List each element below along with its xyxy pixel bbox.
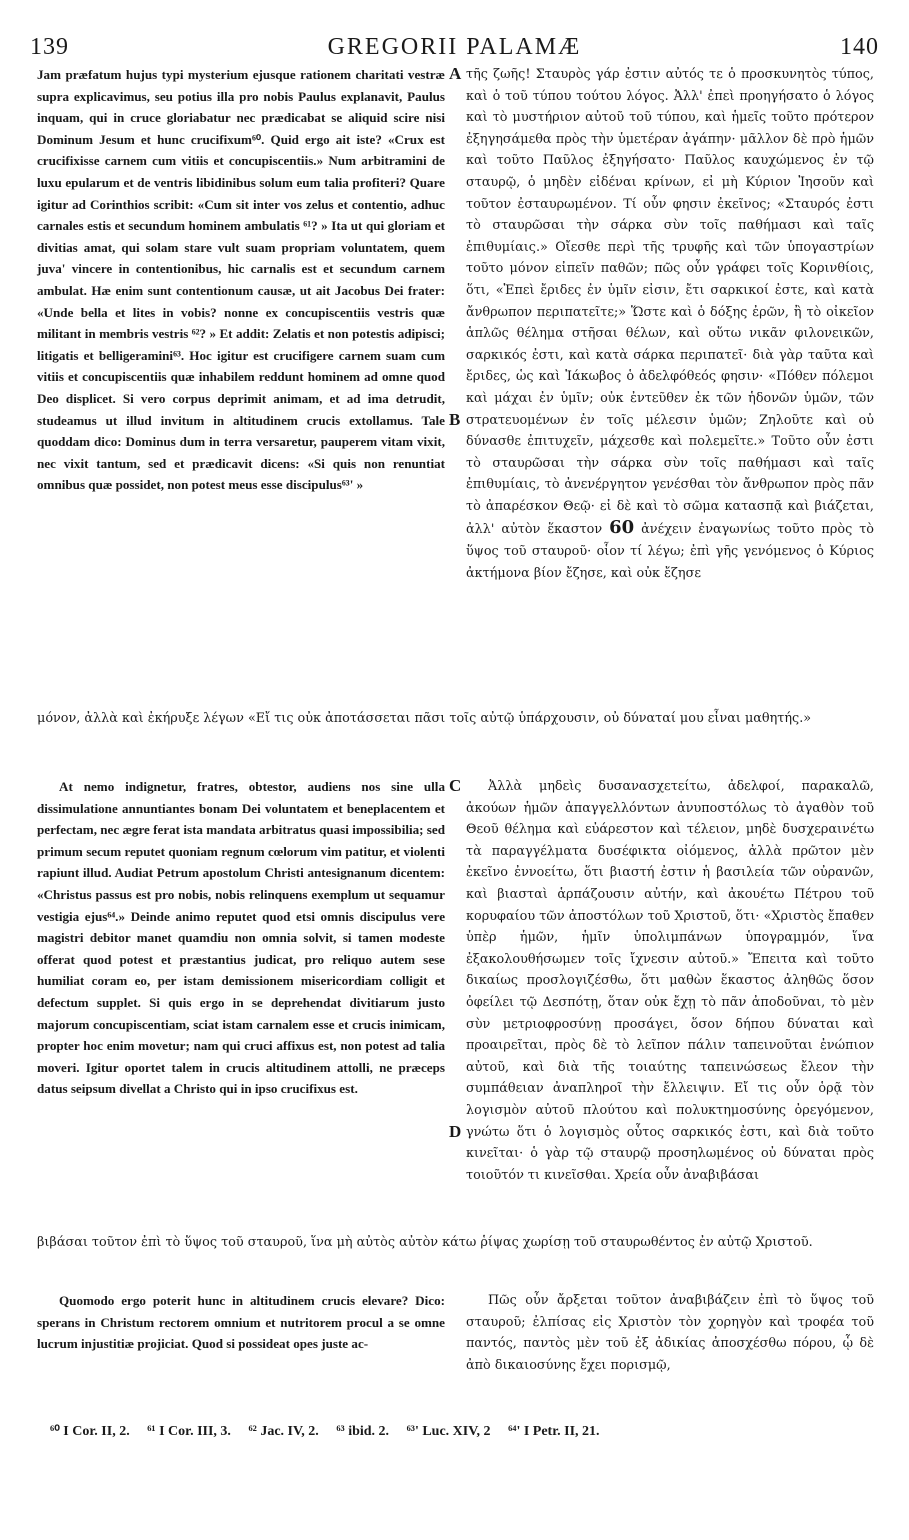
footnote: ⁶⁰ I Cor. II, 2.: [50, 1424, 130, 1439]
greek-bridge-text-2: βιβάσαι τοῦτον ἐπὶ τὸ ὕψος τοῦ σταυροῦ, ἵνα μὴ αὐτὸς αὐτὸν κάτω ῥίψας χωρίσῃ τοῦ σταυρωθέντος ἐν αὐτῷ Χριστοῦ.: [37, 1235, 813, 1250]
greek-block-2: [466, 776, 874, 1186]
greek-bridge-2: [37, 1232, 885, 1253]
page-number-right: 140: [840, 34, 879, 60]
margin-marker-d: D: [449, 1122, 462, 1141]
latin-paragraph-1: Jam præfatum hujus typi mysterium ejusque rationem charitati vestræ supra explicavimus, seu potius illa pro nobis Paulus explanavit, Paulus inquam, qui in cruce gloriabatur nec prædicabat se aliquid scire nisi Dominum Jesum et hunc crucifixum⁶⁰. Quid ergo ait iste? «Crux est crucifixisse carnem cum vitiis et concupiscentiis.» Num arbitramini de luxu epularum et de ventris libidinibus solum eum talia profiteri? Quare igitur ad Corinthios scribit: «Cum sit inter vos zelus et contentio, adhuc carnales estis et secundum hominem ambulatis ⁶¹? » Ita ut qui gloriam et divitias amat, qui solam stare vult suam propriam voluntatem, quem juva' vincere in contentionibus, hic carnalis est et secundum carnem ambulat. Hæ enim sunt contentionum causæ, ut ait Jacobus Dei frater: «Unde bella et lites in vobis? nonne ex concupiscentiis vestris quæ militant in membris vestris ⁶²? » Et addit: Zelatis et non potestis adipisci; litigatis et belligeramini⁶³. Hoc igitur est crucifigere carnem suam cum vitiis et concupiscentiis quæ inhabilem reddunt hominem ad omne quod Deo displicet. Si vero corpus deprimit animam, et ad ima detrudit, studeamus ut illud invitum in altitudinem crucis extollamus. Tale quoddam dico: Dominus dum in terra versaretur, pauperem vitam vixit, nec vixit tantum, sed et prædicavit dicens: «Si quis non renuntiat omnibus quæ possidet, non potest meus esse discipulus⁶³' »: [37, 67, 445, 493]
margin-marker-a: A: [449, 64, 462, 83]
margin-marker-c: C: [449, 776, 462, 795]
footnotes: [50, 1423, 879, 1440]
greek-block-3: [466, 1290, 874, 1376]
greek-paragraph-2: Ἀλλὰ μηδεὶς δυσανασχετείτω, ἀδελφοί, παρακαλῶ, ἀκούων ἡμῶν ἀπαγγελλόντων ἀνυποστόλως τὸ ἀγαθὸν τοῦ Θεοῦ θέλημα καὶ εὐάρεστον καὶ τέλειον, μηδὲ δυσχεραινέτω τὰ παραγγέλματα δυσέφικτα οἰόμενος, ἀλλὰ πρῶτον μὲν ἐκεῖνο ἐννοείτω, ὅτι βιαστή ἐστιν ἡ βασιλεία τῶν οὐρανῶν, καὶ βιασταὶ ἁρπάζουσιν αὐτήν, καὶ ἀκουέτω Πέτρου τοῦ κορυφαίου τῶν ἀποστόλων τοῦ Χριστοῦ, ὅτι· «Χριστὸς ἔπαθεν ὑπὲρ ἡμῶν, ἡμῖν ὑπολιμπάνων ὑπογραμμόν, ἵνα ἐξακολουθήσωμεν τοῖς ἴχνεσιν αὐτοῦ.» Ἔπειτα καὶ τοῦτο δικαίως προσλογιζέσθω, ὅτι μαθὼν ἕκαστος ἀληθῶς ὅσον ὀφείλει τῷ Δεσπότῃ, ὅταν οὐκ ἔχῃ τὸ πᾶν ἀποδοῦναι, τὸ μὲν σὺν μετριοφροσύνῃ προσάγει, ὅσον δήπου δύναται καὶ προαιρεῖται, πρὸς δὲ τὸ λεῖπον πάλιν ταπεινοῦται ἐνώπιον αὐτοῦ, καὶ διὰ τῆς τοιαύτης ταπεινώσεως ἔλεον τὴν συμπάθειαν ἀναπληροῖ τὴν ἔλλειψιν. Εἴ τις οὖν ὁρᾷ τὸν λογισμὸν αὐτοῦ πλούτου καὶ πολυκτημοσύνης ὀρεγόμενον, γνώτω ὅτι ὁ λογισμὸς οὗτος σαρκικός ἐστι, καὶ διὰ τοῦτο κινεῖται· ὁ γὰρ τῷ σταυρῷ προσηλωμένος οὐ δύναται πρὸς τοιοῦτόν τι κινεῖσθαι. Χρεία οὖν ἀναβιβάσαι: [466, 779, 874, 1183]
latin-block-2: [37, 776, 445, 1100]
latin-paragraph-2: At nemo indignetur, fratres, obtestor, audiens nos sine ulla dissimulatione annuntiantes bonam Dei voluntatem et beneplacentem et perfectam, nec ægre ferat ista mandata arbitratus quasi impossibilia; sed primum secum reputet quoniam regnum cœlorum vim patitur, et violenti rapiunt illud. Audiat Petrum apostolum Christi antesignanum dicentem: «Christus passus est pro nobis, nobis relinquens exemplum ut sequamur vestigia ejus⁶⁴.» Deinde animo reputet quod etsi omnis discipulus vere magistri debitor manet quamdiu non omnia solvit, si tamen modeste offerat quod potest et præstantius judicat, pro reliquo autem sese humiliat coram eo, per istam demissionem misericordiam colligit et defectum supplet. Si quis ergo in se deprehendat divitiarum justo majorum concupiscentiam, sciat istam carnalem esse et crucis inimicam, propter hoc enim movetur; nam qui cruci affixus est, non potest ad talia moveri. Igitur oportet talem in crucis altitudinem attolli, ne præceps datus seipsum divellat a Christo qui in ipso crucifixus est.: [37, 779, 445, 1097]
greek-paragraph-1: [466, 64, 874, 584]
footnote: ⁶³ ibid. 2.: [336, 1424, 390, 1439]
footnote: ⁶² Jac. IV, 2.: [248, 1424, 319, 1439]
page-header: [30, 34, 879, 64]
column-number-60: 60: [609, 517, 635, 539]
footnote: ⁶¹ I Cor. III, 3.: [147, 1424, 231, 1439]
greek-paragraph-3: Πῶς οὖν ἄρξεται τοῦτον ἀναβιβάζειν ἐπὶ τὸ ὕψος τοῦ σταυροῦ; ἐλπίσας εἰς Χριστὸν τὸν χορηγὸν καὶ τροφέα τοῦ παντός, παντὸς μὲν τοῦ ἐξ ἀδικίας ἀποσχέσθω πόρου, ᾧ δὲ ἀπὸ δικαιοσύνης ἔχει πορισμῷ,: [466, 1293, 874, 1373]
greek-text-1a: τῆς ζωῆς! Σταυρὸς γάρ ἐστιν αὐτός τε ὁ προσκυνητὸς τύπος, καὶ ὁ τοῦ τύπου τούτου λόγος. Ἀλλ' ἐπεὶ προηγήσατο ὁ λόγος καὶ τὸ μυστήριον αὐτοῦ τοῦ τύπου, καὶ ἡμεῖς τοῦτο πρότερον ἐξηγησάμεθα πρὸς τὴν ὑμετέραν ἀγάπην· μᾶλλον δὲ πρὸ ἡμῶν καὶ τοῦτο Παῦλος ἐξηγήσατο· Παῦλος καυχώμενος ἐν τῷ σταυρῷ, ὁ μηδὲν εἰδέναι κρίνων, εἰ μὴ Κύριον Ἰησοῦν καὶ τοῦτον ἐσταυρωμένον. Τί οὖν φησιν ἐκεῖνος; «Σταυρός ἐστι τὸ σταυρῶσαι τὴν σάρκα σὺν τοῖς παθήμασι καὶ ταῖς ἐπιθυμίαις.» Οἴεσθε περὶ τῆς τρυφῆς καὶ τῶν ὑπογαστρίων τοῦτο μόνον εἰπεῖν παθῶν; πῶς οὖν γράφει τοῖς Κορινθίοις, ὅτι, «Ἐπεὶ ἔριδες ἐν ὑμῖν εἰσιν, ἔτι σαρκικοί ἐστε, καὶ κατὰ ἄνθρωπον περιπατεῖτε;» Ὥστε καὶ ὁ δόξης ἐρῶν, ἢ τὸ οἰκεῖον ἁπλῶς θέλημα στῆσαι θέλων, καὶ οὕτω νικᾶν φιλονεικῶν, σαρκικός ἐστι, καὶ κατὰ σάρκα περιπατεῖ· διὰ γὰρ ταῦτα καὶ ἔριδες, ὡς καὶ Ἰάκωβος ὁ ἀδελφόθεός φησιν· «Πόθεν πόλεμοι καὶ μάχαι ἐν ὑμῖν; οὐκ ἐντεῦθεν ἐκ τῶν ἡδονῶν ὑμῶν, τῶν στρατευομένων ἐν τοῖς μέλεσιν ὑμῶν; Ζηλοῦτε καὶ οὐ δύνασθε ἐπιτυχεῖν, μάχεσθε καὶ πολεμεῖτε.» Τοῦτο οὖν ἐστι τὸ σταυρῶσαι τὴν σάρκα σὺν τοῖς παθήμασι καὶ ταῖς ἐπιθυμίαις, τὸ ἀνενέργητον γενέσθαι τὸν ἄνθρωπον πρὸς πᾶν τὸ ἀπαρέσκον Θεῷ· εἰ δὲ καὶ τὸ σῶμα κατασπᾷ καὶ βιάζεται, ἀλλ' αὐτὸν ἕκαστον: [466, 67, 874, 538]
greek-bridge-1: [37, 708, 885, 729]
greek-bridge-text-1: μόνον, ἀλλὰ καὶ ἐκήρυξε λέγων «Εἴ τις οὐκ ἀποτάσσεται πᾶσι τοῖς αὐτῷ ὑπάρχουσιν, οὐ δύναταί μου εἶναι μαθητής.»: [37, 711, 812, 726]
latin-block-3: [37, 1290, 445, 1355]
running-title: GREGORII PALAMÆ: [327, 34, 582, 60]
margin-marker-b: B: [449, 410, 461, 429]
latin-block-1: [37, 64, 445, 496]
greek-text-1b: ἀνέχειν ἐναγωνίως τοῦτο πρὸς τὸ ὕψος τοῦ σταυροῦ· οἷον τί λέγω; ἐπὶ γῆς γενόμενος ὁ Κύριος ἀκτήμονα βίον ἔζησε, καὶ οὐκ ἔζησε: [466, 522, 874, 581]
page-number-left: 139: [30, 34, 69, 60]
latin-paragraph-3: Quomodo ergo poterit hunc in altitudinem crucis elevare? Dico: sperans in Christum rectorem omnium et nutritorem procul a se omne lucrum injustitiæ projiciat. Quod si possideat opes juste ac-: [37, 1293, 445, 1352]
footnote: ⁶³' Luc. XIV, 2: [406, 1424, 491, 1439]
footnote: ⁶⁴' I Petr. II, 21.: [508, 1424, 600, 1439]
greek-block-1: [466, 64, 874, 584]
